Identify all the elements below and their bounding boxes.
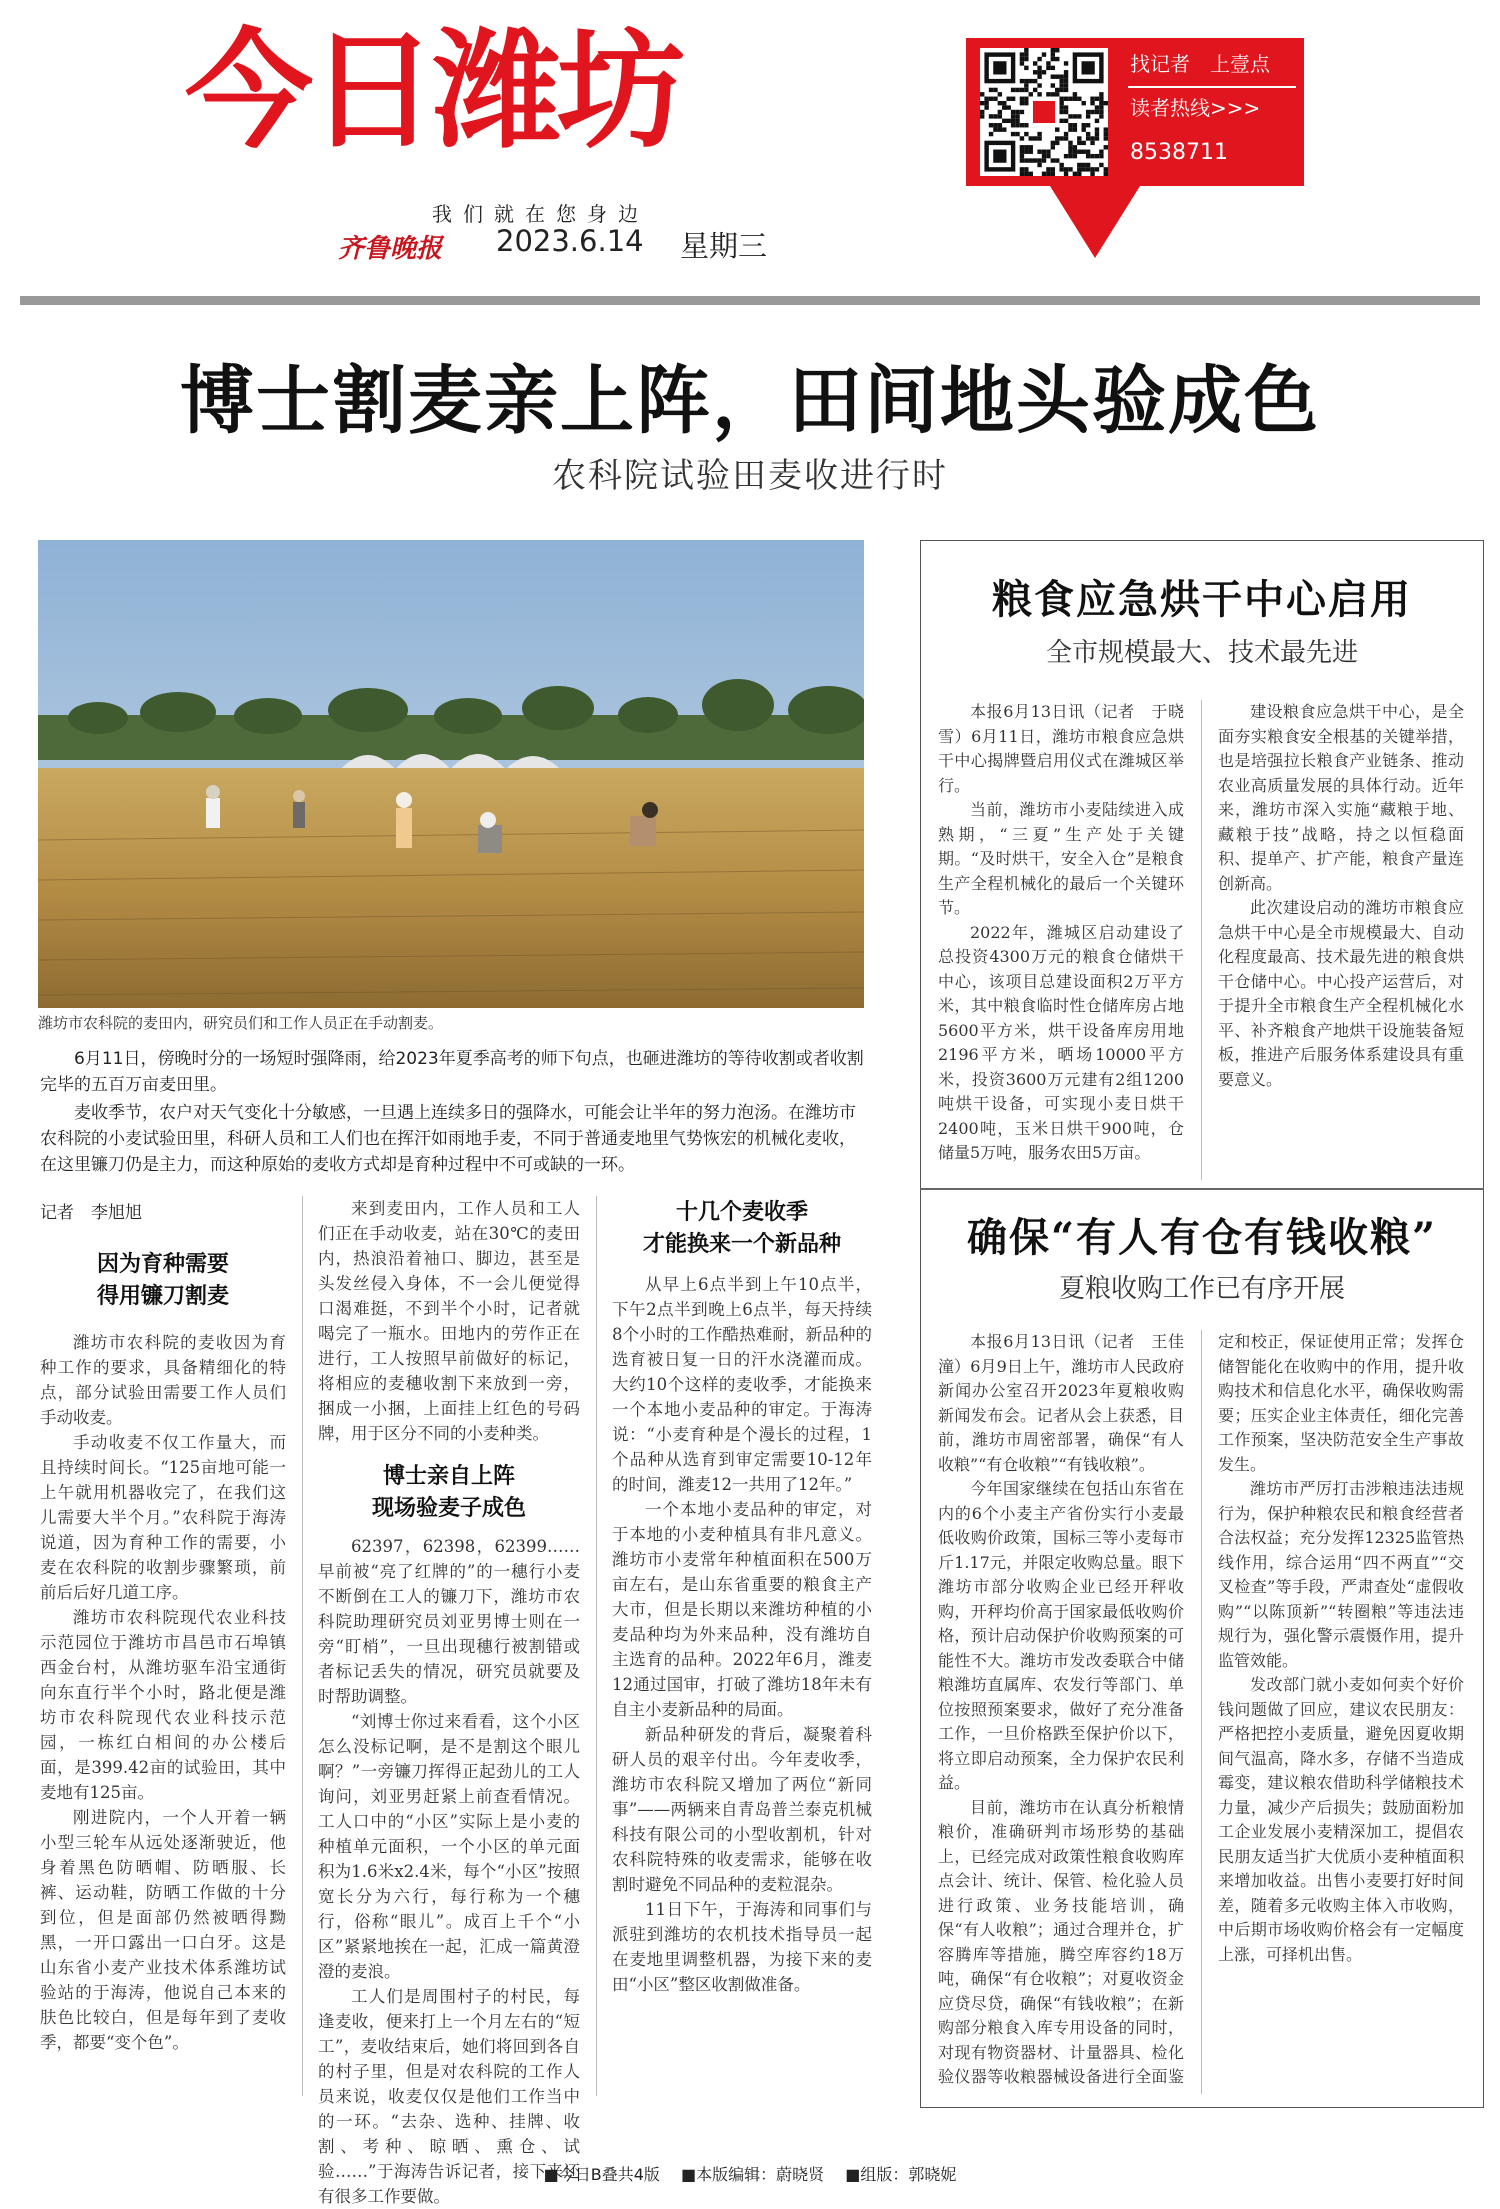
hotline-divider [1128,86,1296,88]
lead-paragraph-2: 麦收季节，农户对天气变化十分敏感，一旦遇上连续多日的强降水，可能会让半年的努力泡汤。在潍坊市农科院的小麦试验田里，科研人员和工人们也在挥汗如雨地手麦，不同于普通麦地里气势恢宏的机械化麦收，在这里镰刀仍是主力，而这种原始的麦收方式却是育种过程中不可或缺的一环。 [40,1103,856,1175]
paragraph: 本报6月13日讯（记者 于晓雪）6月11日，潍坊市粮食应急烘干中心揭牌暨启用仪式在潍城区举行。 [938,702,1184,795]
masthead-divider [20,296,1480,305]
paragraph: 本报6月13日讯（记者 王佳潼）6月9日上午，潍坊市人民政府新闻办公室召开2023年夏粮收购新闻发布会。记者从会上获悉，目前，潍坊市周密部署，确保“有人收粮”“有仓收粮”“有钱收粮”。 [938,1332,1184,1474]
masthead-logo: 今日潍坊 [185,17,682,166]
paragraph: 发改部门就小麦如何卖个好价钱问题做了回应，建议农民朋友：严格把控小麦质量，避免因夏收期间气温高，降水多，存储不当造成霉变，建议粮农借助科学储粮技术力量，减少产后损失；鼓励面粉加工企业发展小麦精深加工，提倡农民朋友适当扩大优质小麦种植面积来增加收益。出售小麦要打好时间差，随着多元收购主体入市收购，中后期市场收购价格会有一定幅度上涨，可择机出售。 [1218,1675,1464,1964]
side-story-1-subhead: 全市规模最大、技术最先进 [1045,638,1358,668]
paragraph: 手动收麦不仅工作量大，而且持续时间长。“125亩地可能一上午就用机器收完了，在我们这儿需要大半个月。”农科院于海涛说道，因为育种工作的需要，小麦在农科院的收割步骤繁琐，前前后后好几道工序。 [40,1433,286,1602]
paragraph: 刚进院内，一个人开着一辆小型三轮车从远处逐渐驶近，他身着黑色防晒帽、防晒服、长裤、运动鞋，防晒工作做的十分到位，但是面部仍然被晒得黝黑，一开口露出一口白牙。这是山东省小麦产业技术体系潍坊试验站的于海涛，他说自己本来的肤色比较白，但是每年到了麦收季，都要“变个色”。 [40,1808,286,2052]
hotline-box-pointer [1050,186,1140,258]
paragraph: 工人们是周围村子的村民，每逢麦收，便来打上一个月左右的“短工”，麦收结束后，她们将回到各自的村子里，但是对农科院的工作人员来说，收麦仅仅是他们工作当中的一环。“去杂、选种、挂牌、收割、考种、晾晒、熏仓、试验……”于海涛告诉记者，接下来还有很多工作要做。 [318,1987,580,2206]
paragraph: 此次建设启动的潍坊市粮食应急烘干中心是全市规模最大、自动化程度最高、技术最先进的粮食烘干仓储中心。中心投产运营后，对于提升全市粮食生产全程机械化水平、补齐粮食产地烘干设施装备短板，推进产后服务体系建设具有重要意义。 [1218,898,1464,1089]
byline: 记者 李旭旭 [40,1203,142,1223]
hotline-label: 读者热线>>> [1130,96,1261,120]
paragraph: 11日下午，于海涛和同事们与派驻到潍坊的农机技术指导员一起在麦地里调整机器，为接下来的麦田“小区”整区收割做准备。 [612,1900,872,1994]
paragraph: 从早上6点半到上午10点半，下午2点半到晚上6点半，每天持续8个小时的工作酷热难耐，新品种的选育被日复一日的汗水浇灌而成。大约10个这样的麦收季，才能换来一个本地小麦品种的审定。于海涛说：“小麦育种是个漫长的过程，1个品种从选育到审定需要10-12年的时间，潍麦12一共用了12年。” [612,1275,872,1494]
paragraph: 潍坊市农科院现代农业科技示范园位于潍坊市昌邑市石埠镇西金台村，从潍坊驱车沿宝通街向东直行半个小时，路北便是潍坊市农科院现代农业科技示范园，一栋红白相间的办公楼后面，是399.42亩的试验田，其中麦地有125亩。 [40,1608,286,1802]
hotline-find-reporter: 找记者 上壹点 [1130,52,1270,76]
section-heading-3: 十几个麦收季 才能换来一个新品种 [642,1199,841,1257]
paragraph: 目前，潍坊市在认真分析粮情粮价，准确研判市场形势的基础上，已经完成对政策性粮食收购库点会计、统计、保管、检化验人员进行政策、业务技能培训，确保“有人收粮”；通过合理并仓，扩容腾库等措施，腾空库容约18万吨，确保“有仓收粮”；对夏收资金应贷尽贷，确保“有钱收粮”；在新购部分粮食入库专用设备的同时，对现有物资器材、计量器具、检化验仪器等收粮器械设备进行全面鉴定和校正，保证使用正常；发挥仓储智能化在收购中的作用，提升收购技术和信息化水平，确保收购需要；压实企业主体责任，细化完善工作预案，坚决防范安全生产事故发生。 [938,1332,1464,2086]
footer-editor: ■本版编辑：蔚晓贤 [681,2165,825,2184]
sidebar-separator [920,1188,1484,1190]
article-column-3 [612,1196,872,1997]
side-story-2-subhead: 夏粮收购工作已有序开展 [1058,1274,1345,1304]
paragraph: 当前，潍坊市小麦陆续进入成熟期，“三夏”生产处于关键期。“及时烘干，安全入仓”是粮食生产全程机械化的最后一个关键环节。 [938,800,1184,917]
paragraph: 新品种研发的背后，凝聚着科研人员的艰辛付出。今年麦收季，潍坊市农科院又增加了两位“新同事”——两辆来自青岛普兰泰克机械科技有限公司的小型收割机，针对农科院特殊的收麦需求，能够在收割时避免不同品种的麦粒混杂。 [612,1725,872,1894]
paragraph: 潍坊市农科院的麦收因为育种工作的要求，具备精细化的特点，部分试验田需要工作人员们手动收麦。 [40,1333,286,1427]
side-story-1-headline: 粮食应急烘干中心启用 [992,576,1412,623]
column-divider [596,1196,597,2096]
issue-weekday: 星期三 [680,229,768,263]
footer-layout: ■组版：郭晓妮 [845,2165,957,2184]
paragraph: 来到麦田内，工作人员和工人们正在手动收麦，站在30℃的麦田内，热浪沿着袖口、脚边，甚至是头发丝侵入身体，不一会儿便觉得口渴难挺，不到半个小时，记者就喝完了一瓶水。田地内的劳作正在进行，工人按照早前做好的标记，将相应的麦穗收割下来放到一旁，捆成一小捆，上面挂上红色的号码牌，用于区分不同的小麦种类。 [318,1199,580,1443]
main-subhead: 农科院试验田麦收进行时 [552,456,948,496]
paragraph: 62397，62398，62399……早前被“亮了红牌的”的一穗行小麦不断倒在工人的镰刀下，潍坊市农科院助理研究员刘亚男博士则在一旁“盯梢”，一旦出现穗行被割错或者标记丢失的情况，研究员就要及时帮助调整。 [318,1537,580,1706]
side-story-2-body [938,1330,1464,2094]
masthead-slogan: 我们就在您身边 [432,202,649,226]
section-heading-2: 博士亲自上阵 现场验麦子成色 [371,1463,526,1521]
photo-caption: 潍坊市农科院的麦田内，研究员们和工作人员正在手动割麦。 [38,1014,444,1032]
hotline-number[interactable]: 8538711 [1130,140,1228,165]
side-story-2-headline: 确保“有人有仓有钱收粮” [966,1214,1437,1261]
page-footer [0,2162,1500,2185]
column-divider [302,1196,303,2096]
issue-date: 2023.6.14 [496,224,644,258]
wheat-field-photo [38,540,864,1008]
qr-code-icon[interactable] [980,48,1108,176]
article-column-1 [40,1330,286,2055]
footer-edition: ■今日B叠共4版 [543,2165,660,2184]
paragraph: 一个本地小麦品种的审定，对于本地的小麦种植具有非凡意义。潍坊市小麦常年种植面积在500万亩左右，是山东省重要的粮食主产大市，但是长期以来潍坊种植的小麦品种均为外来品种，没有潍坊自主选育的品种。2022年6月，潍麦12通过国审，打破了潍坊18年未有自主小麦新品种的局面。 [612,1500,872,1719]
side-story-1-body [938,700,1464,1180]
paragraph: 潍坊市严厉打击涉粮违法违规行为，保护种粮农民和粮食经营者合法权益；充分发挥12325监管热线作用，综合运用“四不两直”“交叉检查”等手段，严肃查处“虚假收购”“以陈顶新”“转圈粮”等违法违规行为，强化警示震慑作用，提升监管效能。 [1218,1479,1464,1670]
paragraph: 建设粮食应急烘干中心，是全面夯实粮食安全根基的关键举措，也是培强拉长粮食产业链条、推动农业高质量发展的具体行动。近年来，潍坊市深入实施“藏粮于地、藏粮于技”战略，持之以恒稳面积、提单产、扩产能，粮食产量连创新高。 [1218,702,1464,893]
section-heading-1: 因为育种需要 得用镰刀割麦 [96,1251,229,1309]
lead-paragraph-1: 6月11日，傍晚时分的一场短时强降雨，给2023年夏季高考的师下句点，也砸进潍坊的等待收割或者收割完毕的五百万亩麦田里。 [40,1049,864,1095]
main-headline: 博士割麦亲上阵，田间地头验成色 [180,358,1320,444]
article-column-2 [318,1196,580,2209]
paragraph: “刘博士你过来看看，这个小区怎么没标记啊，是不是割这个眼儿啊？”一旁镰刀挥得正起劲儿的工人询问，刘亚男赶紧上前查看情况。工人口中的“小区”实际上是小麦的种植单元面积，一个小区的单元面积为1.6米x2.4米，每个“小区”按照宽长分为六行，每行称为一个穗行，俗称“眼儿”。成百上千个“小区”紧紧地挨在一起，汇成一篇黄澄澄的麦浪。 [318,1712,580,1981]
paper-name: 齐鲁晚报 [338,234,443,264]
paragraph: 2022年，潍城区启动建设了总投资4300万元的粮食仓储烘干中心，该项目总建设面积2万平方米，其中粮食临时性仓储库房占地5600平方米，烘干设备库房用地2196平方米，晒场10000平方米，投资3600万元建有2组1200吨烘干设备，可实现小麦日烘干2400吨，玉米日烘干900吨，仓储量5万吨，服务农田5万亩。 [938,922,1184,1162]
paragraph: 今年国家继续在包括山东省在内的6个小麦主产省份实行小麦最低收购价政策，国标三等小麦每市斤1.17元，并限定收购总量。眼下潍坊市部分收购企业已经开秤收购，开秤均价高于国家最低收购价格，预计启动保护价收购预案的可能性不大。潍坊市发改委联合中储粮潍坊直属库、农发行等部门、单位按照预案要求，做好了充分准备工作，一旦价格跌至保护价以下，将立即启动预案，全力保护农民利益。 [938,1479,1184,1792]
